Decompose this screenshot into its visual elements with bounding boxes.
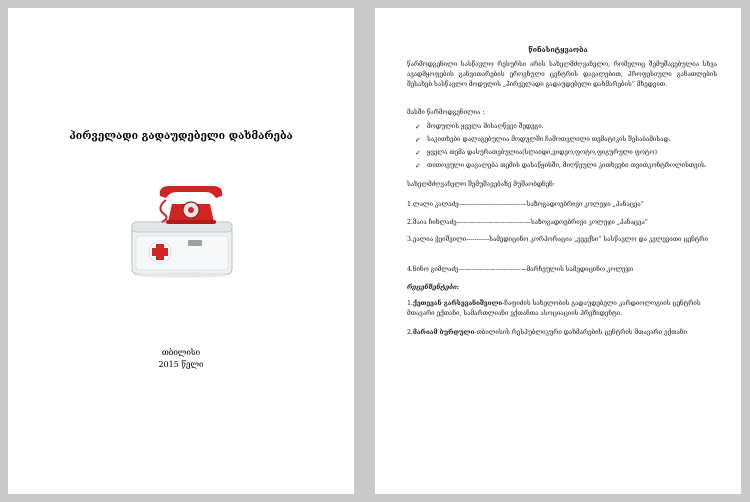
- cover-city: თბილისი: [161, 348, 201, 357]
- participant-line: 1.ლალი კალაძე———————————საზოგადოებრივი კოლეჯი „პანაცეა“: [407, 201, 644, 208]
- list-heading: მასში წარმოდგენილია :: [407, 109, 485, 116]
- first-aid-phone-illustration: [126, 180, 238, 278]
- reviewer-entry: 1.ქეთევან გარსევანიშვილი-ჩაფიძის სახელობის გადაუდებელი კარდიოლოგიის ცენტრის მთავარი ექთანი, სამართლიანი ექთანთა ასოციაციის პრეზიდენტი.: [407, 300, 701, 317]
- participant-line: 2.მაია ჩიხლაძე————————————საზოგადოებრივი კოლეჯი „პანაცეა“: [407, 219, 648, 226]
- participants-heading: სახელმძღვანელო შემუშავებაზე მუშაობდნენ:: [407, 181, 555, 188]
- participant-line: 3.ვალია ჭეიშვილი-----------სამედიცინო კორპორაცია „ევექსი“ სასწავლო და კვლევითი ცენტრი: [407, 236, 708, 243]
- checkmark-icon: ✓: [415, 123, 421, 131]
- contents-list: [407, 122, 717, 174]
- list-item: ✓ მოდულის ყველა მისაღწევი შედეგი.: [415, 123, 544, 131]
- list-item: ✓ ყველა თემა დასურათებულია(სლაიდი,ვიდეო,ფოტო,ფიგურული ფოტო): [415, 149, 657, 157]
- checkmark-icon: ✓: [415, 136, 421, 144]
- checkmark-icon: ✓: [415, 149, 421, 157]
- first-aid-case-icon: [126, 180, 238, 278]
- cover-year: 2015 წელი: [158, 360, 204, 369]
- checkmark-icon: ✓: [415, 162, 421, 170]
- preface-page: [375, 8, 741, 494]
- list-item: ✓ საკითხები დალაგებულია მოდულში ჩამოთვლილი თემატიკის შესაბამისად.: [415, 136, 671, 144]
- telephone-icon: [160, 186, 223, 224]
- cover-title: პირველადი გადაუდებელი დახმარება: [69, 130, 293, 142]
- participant-line: 4.ნინო გიმლაძე———————————მარნეულის სამედიცინო კოლეჯი: [407, 266, 634, 273]
- reviewers-heading: რეცენზენტები:: [407, 284, 460, 291]
- reviewer-entry: 2.მარიამ ბურდული-თბილისის რესპუბლიკური დახმარების ცენტრის მთავარი ექთანი: [407, 329, 687, 336]
- list-item: ✓ თითოეული დავალება თემის დასაწყისში, მიღწეული კითხვები თვითკონტროლისთვის.: [415, 162, 707, 170]
- preface-intro: წარმოდგენილი სასწავლო რესურსი არის სახელმძღვანელო, რომელიც შემუშავებულია სხვა ავადმყოფების განვითარების ეროვნული ცენტრის დავალებით, პროფესიული განათლების შესახებ სასწავლო მოდულის „პირველადი გადაუდებელი დახმარების“ მხედვით.: [407, 61, 717, 88]
- preface-title: წინასიტყვაობა: [528, 45, 588, 54]
- cover-page: [8, 8, 354, 494]
